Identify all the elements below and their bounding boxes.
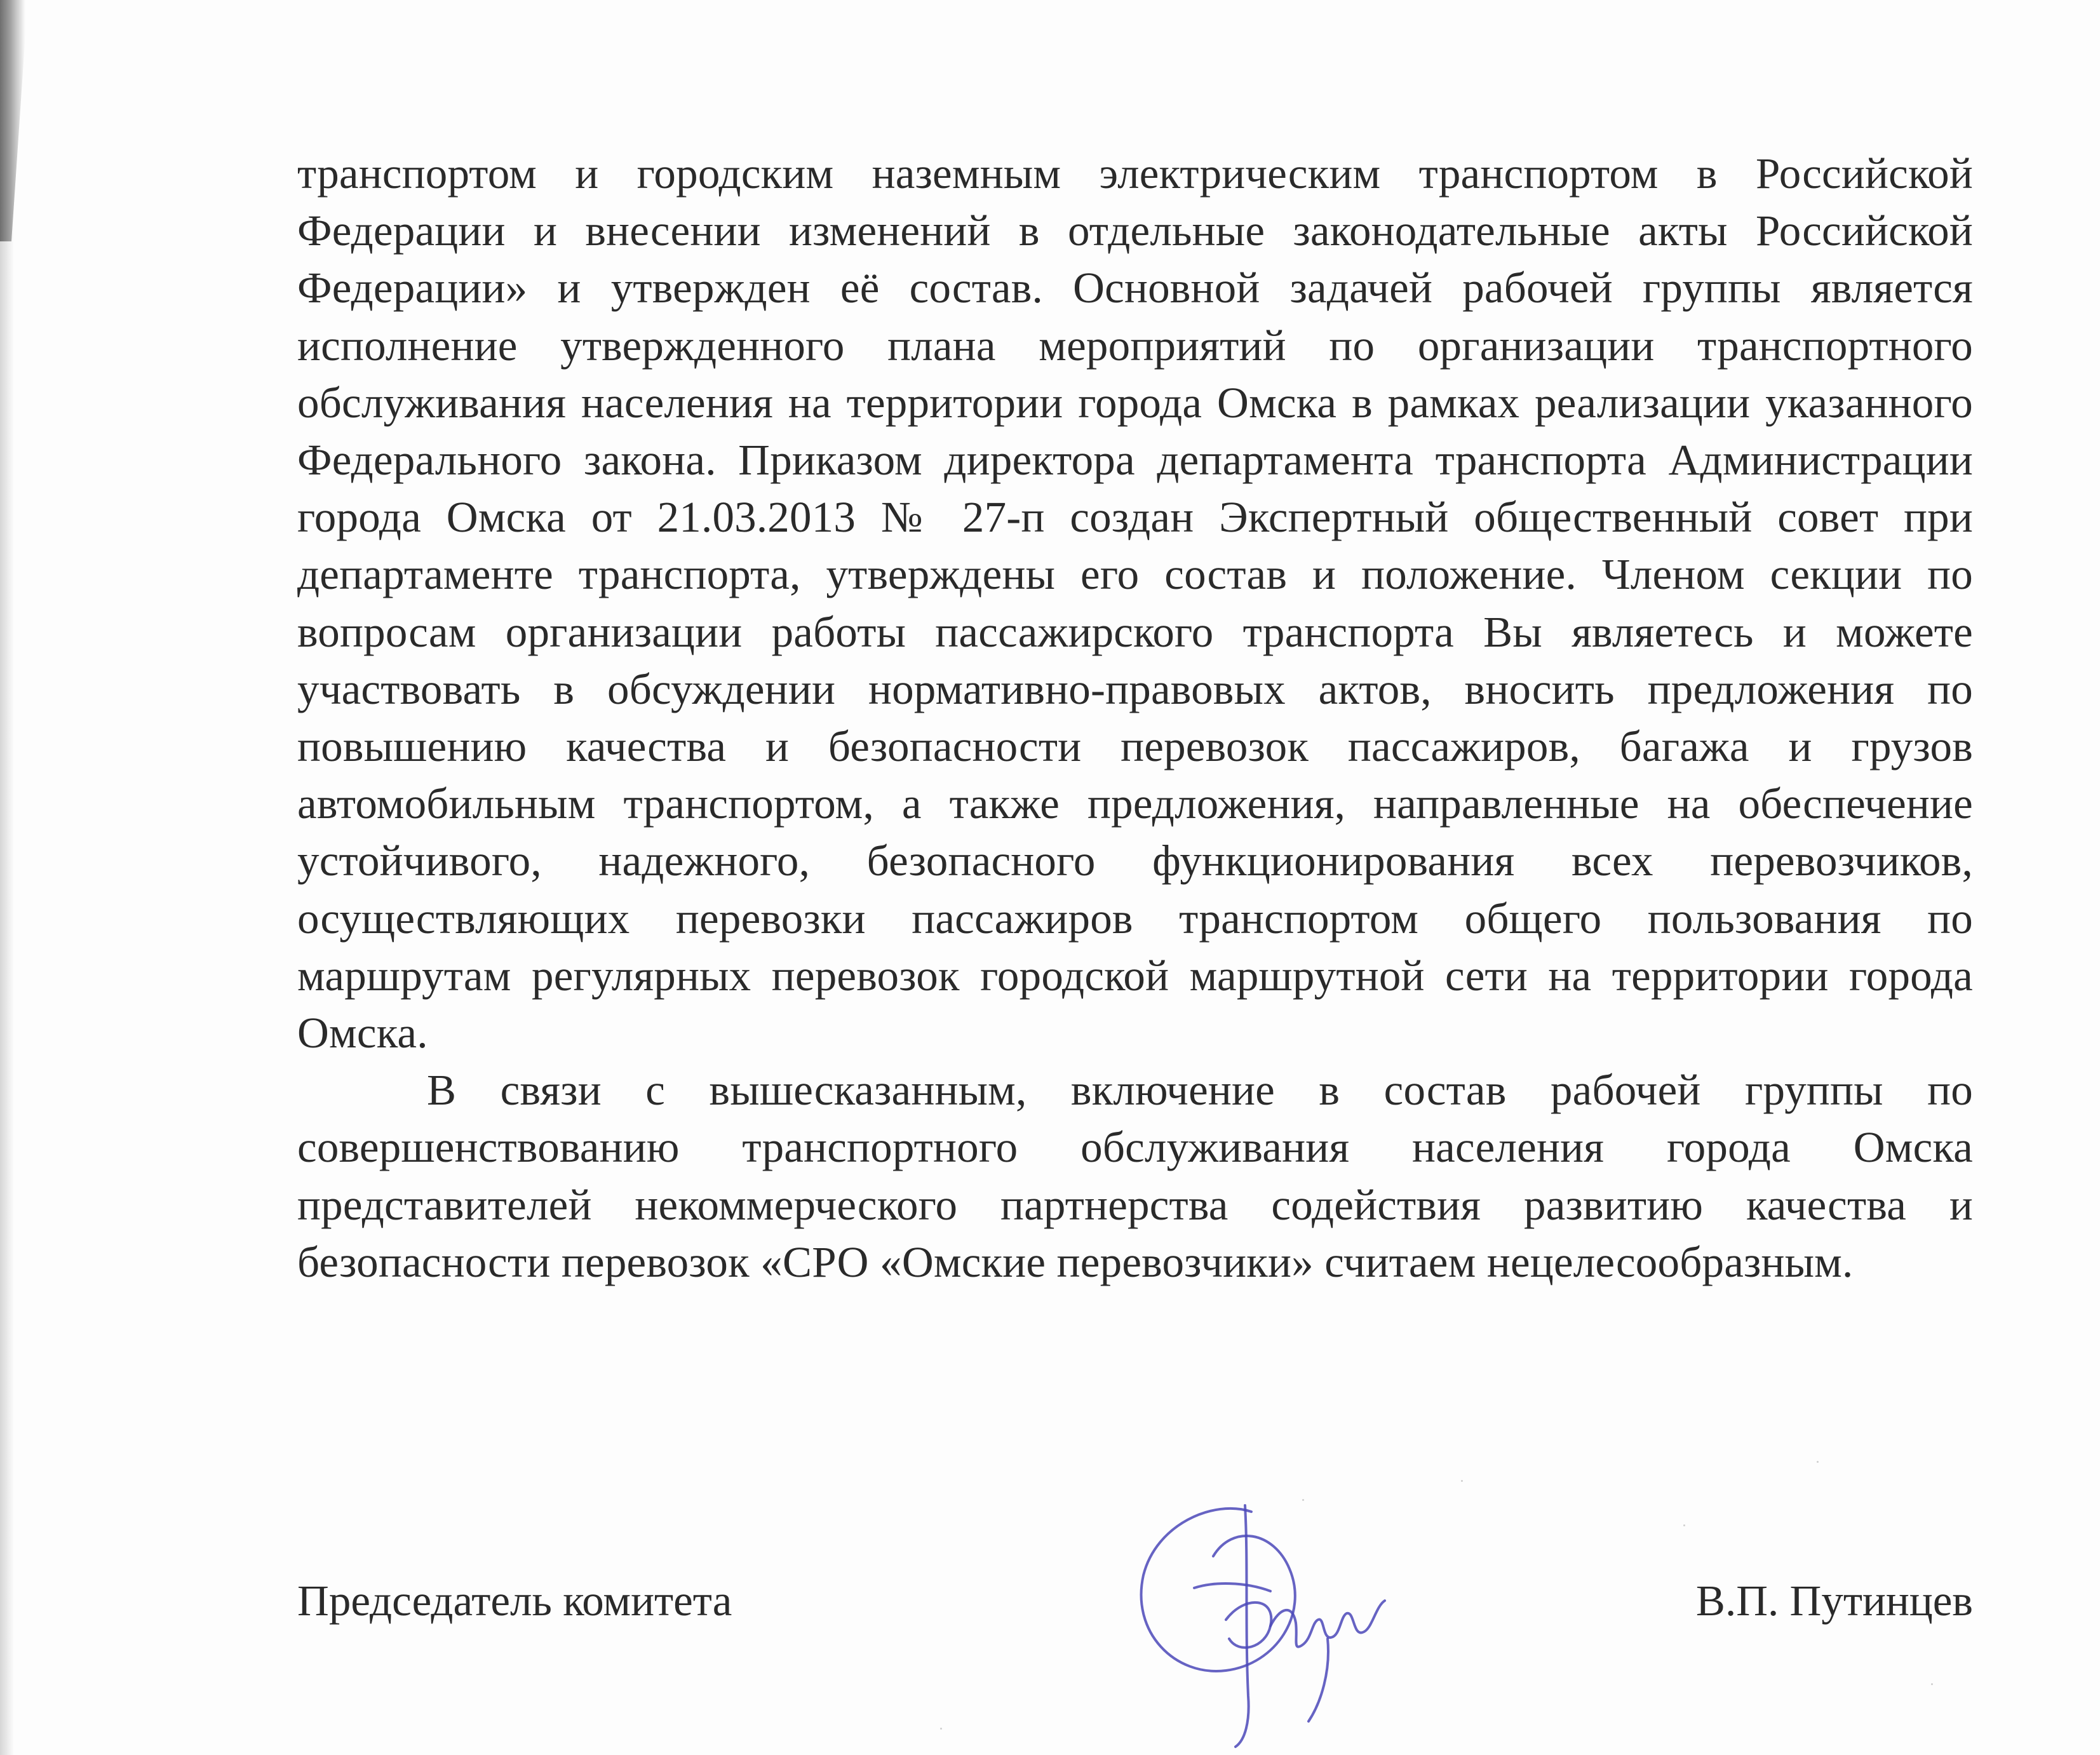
scan-speck [940, 1728, 942, 1730]
scan-speck [1683, 1524, 1685, 1526]
paragraph-continuation: транспортом и городским наземным электрическим транспортом в Российской Федерации и внесении изменений в отдельные законодательные акты Российской Федерации» и утвержден её состав. Основной задачей рабочей группы является исполнение утвержденного плана мероприятий по организации транспортного обслуживания населения на территории города Омска в рамках реализации указанного Федерального закона. Приказом директора департамента транспорта Администрации города Омска от 21.03.2013 № 27-п создан Экспертный общественный совет при департаменте транспорта, утверждены его состав и положение. Членом секции по вопросам организации работы пассажирского транспорта Вы являетесь и можете участвовать в обсуждении нормативно-правовых актов, вносить предложения по повышению качества и безопасности перевозок пассажиров, багажа и грузов автомобильным транспортом, а также предложения, направленные на обеспечение устойчивого, надежного, безопасного функционирования всех перевозчиков, осуществляющих перевозки пассажиров транспортом общего пользования по маршрутам регулярных перевозок городской маршрутной сети на территории города Омска. [297, 149, 1973, 1058]
scan-speck [1931, 1683, 1933, 1685]
signatory-title: Председатель комитета [297, 1577, 732, 1625]
scan-speck [1817, 1461, 1819, 1463]
scan-speck [1461, 1480, 1463, 1482]
paragraph-conclusion: В связи с вышесказанным, включение в состав рабочей группы по совершенствованию транспортного обслуживания населения города Омска представителей некоммерческого партнерства содействия развитию качества и безопасности перевозок «СРО «Омские перевозчики» считаем нецелесообразным. [297, 1066, 1973, 1286]
handwritten-signature [1118, 1486, 1404, 1753]
letter-body [297, 145, 1973, 1291]
signatory-name: В.П. Путинцев [1695, 1577, 1973, 1625]
scan-dark-corner [0, 0, 25, 241]
scan-shadow-edge [0, 0, 14, 1755]
scan-speck [1302, 1499, 1304, 1501]
